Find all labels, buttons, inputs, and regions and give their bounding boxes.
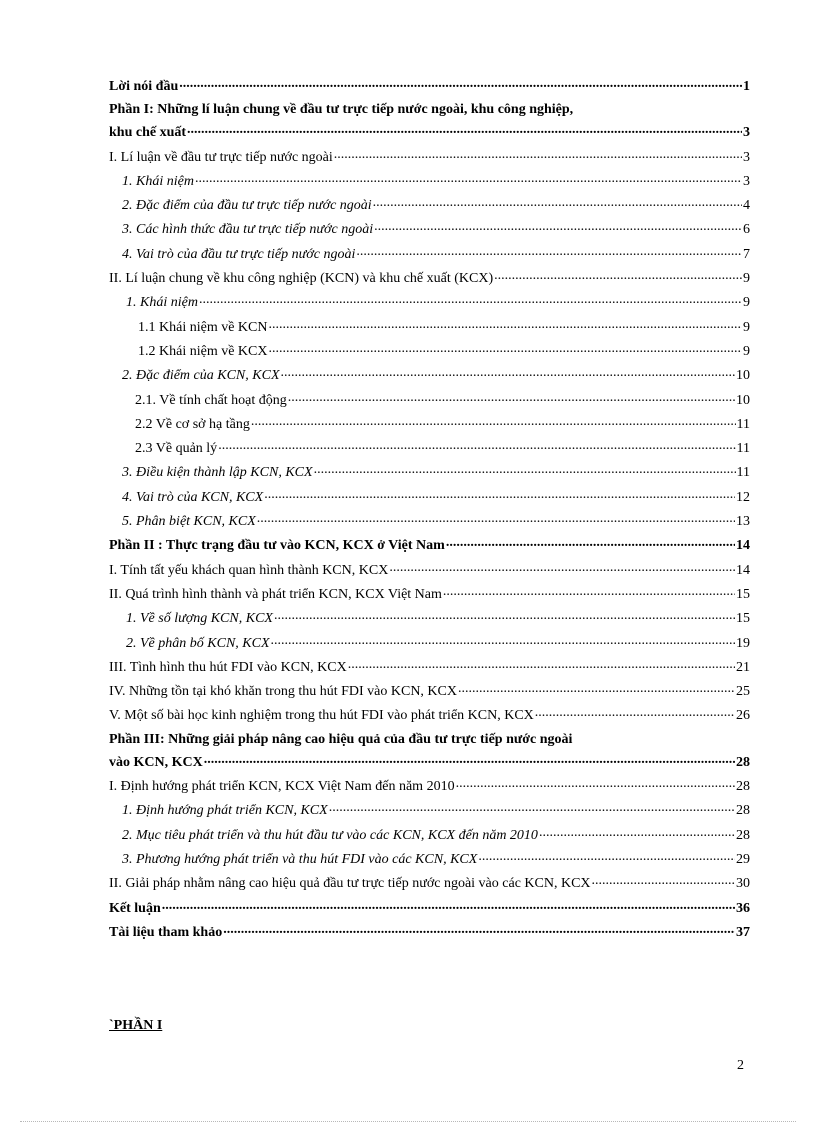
toc-dot-leader — [348, 653, 735, 677]
toc-entry-page: 9 — [743, 271, 750, 287]
toc-entry-page: 21 — [736, 659, 750, 675]
toc-entry-page: 9 — [743, 295, 750, 311]
toc-dot-leader — [195, 167, 742, 191]
toc-entry-page: 25 — [736, 684, 750, 700]
toc-entry-label: Tài liệu tham khảo — [109, 924, 223, 940]
toc-entry-page: 6 — [743, 222, 750, 238]
toc-dot-leader — [268, 337, 742, 361]
toc-entry-label: II. Giải pháp nhằm nâng cao hiệu quả đầu tư trực tiếp nước ngoài vào các KCN, KCX — [109, 876, 591, 892]
toc-entry-page: 26 — [736, 708, 750, 724]
toc-dot-leader — [281, 361, 736, 385]
toc-entry-label: 2. Đặc điểm của KCN, KCX — [122, 368, 280, 384]
toc-dot-leader — [373, 191, 742, 215]
toc-entry-label: 2.3 Về quản lý — [135, 441, 218, 457]
toc-entry-label: 1.2 Khái niệm về KCX — [138, 343, 268, 359]
toc-entry-label: Phần II : Thực trạng đầu tư vào KCN, KCX ở Việt Nam — [109, 538, 445, 554]
toc-dot-leader — [446, 531, 735, 555]
toc-entry[interactable] — [109, 921, 750, 945]
toc-entry-label: 3. Điều kiện thành lập KCN, KCX — [122, 465, 313, 481]
toc-entry-label: 2.1. Về tính chất hoạt động — [135, 392, 287, 408]
toc-entry-page: 15 — [736, 611, 750, 627]
toc-entry-label: Phần I: Những lí luận chung về đầu tư trực tiếp nước ngoài, khu công nghiệp, — [109, 102, 574, 118]
page-number: 2 — [737, 1058, 744, 1073]
toc-entry-page: 7 — [743, 246, 750, 262]
toc-entry-page: 14 — [736, 562, 750, 578]
toc-entry-page: 10 — [736, 368, 750, 384]
toc-entry-page: 11 — [736, 441, 750, 457]
toc-entry-label: vào KCN, KCX — [109, 754, 203, 770]
toc-dot-leader — [199, 288, 742, 312]
toc-entry-label: 1. Về số lượng KCN, KCX — [126, 611, 273, 627]
toc-dot-leader — [288, 386, 735, 410]
toc-entry-label: 3. Phương hướng phát triển và thu hút FDI vào các KCN, KCX — [122, 851, 478, 867]
toc-dot-leader — [443, 580, 735, 604]
toc-dot-leader — [218, 434, 735, 458]
page-edge-divider — [20, 1121, 796, 1122]
toc-entry-label: I. Lí luận về đầu tư trực tiếp nước ngoài — [109, 149, 333, 165]
toc-dot-leader — [179, 72, 742, 96]
toc-dot-leader — [187, 118, 742, 142]
toc-dot-leader — [592, 869, 735, 893]
toc-entry-page: 30 — [736, 876, 750, 892]
toc-dot-leader — [251, 410, 736, 434]
toc-entry-page: 9 — [743, 319, 750, 335]
toc-entry-page: 13 — [736, 514, 750, 530]
toc-dot-leader — [456, 772, 735, 796]
toc-dot-leader — [389, 556, 735, 580]
toc-entry-label: 1. Khái niệm — [122, 173, 194, 189]
toc-entry-page: 11 — [736, 465, 750, 481]
toc-dot-leader — [257, 507, 735, 531]
toc-entry-label: 3. Các hình thức đầu tư trực tiếp nước ngoài — [122, 222, 374, 238]
toc-entry-page: 3 — [743, 149, 750, 165]
toc-entry-label: IV. Những tồn tại khó khăn trong thu hút FDI vào KCN, KCX — [109, 684, 457, 700]
table-of-contents — [109, 75, 750, 945]
toc-dot-leader — [356, 240, 742, 264]
toc-dot-leader — [539, 821, 735, 845]
toc-entry-page: 1 — [743, 79, 750, 94]
toc-entry-label: 2.2 Về cơ sở hạ tầng — [135, 416, 250, 432]
toc-entry-label: 2. Về phân bố KCN, KCX — [126, 635, 270, 651]
toc-entry-label: II. Quá trình hình thành và phát triển KCN, KCX Việt Nam — [109, 586, 442, 602]
toc-entry-page: 36 — [736, 900, 750, 916]
toc-dot-leader — [268, 313, 742, 337]
section-heading: `PHẦN I — [109, 1018, 163, 1033]
toc-entry-label: Kết luận — [109, 900, 161, 916]
toc-entry-page: 4 — [743, 198, 750, 214]
toc-dot-leader — [478, 845, 735, 869]
toc-entry-label: 1. Khái niệm — [126, 295, 198, 311]
toc-entry-label: 4. Vai trò của đầu tư trực tiếp nước ngoài — [122, 246, 356, 262]
toc-entry-page: 29 — [736, 851, 750, 867]
toc-dot-leader — [274, 604, 735, 628]
toc-entry-label: 1.1 Khái niệm về KCN — [138, 319, 268, 335]
toc-entry-label: khu chế xuất — [109, 125, 187, 141]
toc-entry-label: I. Tính tất yếu khách quan hình thành KCN, KCX — [109, 562, 389, 578]
toc-entry-page: 14 — [736, 538, 750, 554]
toc-dot-leader — [314, 458, 736, 482]
toc-entry[interactable] — [109, 704, 750, 728]
toc-dot-leader — [458, 677, 735, 701]
toc-entry-page: 37 — [736, 924, 750, 940]
toc-dot-leader — [329, 796, 735, 820]
toc-entry-label: II. Lí luận chung về khu công nghiệp (KCN) và khu chế xuất (KCX) — [109, 271, 494, 287]
toc-entry[interactable] — [109, 75, 750, 99]
toc-dot-leader — [204, 748, 735, 772]
toc-entry-label: I. Định hướng phát triển KCN, KCX Việt Nam đến năm 2010 — [109, 779, 455, 795]
toc-entry-label: 1. Định hướng phát triển KCN, KCX — [122, 803, 328, 819]
toc-entry-label: Phần III: Những giải pháp nâng cao hiệu quả của đầu tư trực tiếp nước ngoài — [109, 731, 573, 747]
toc-entry-label: Lời nói đầu — [109, 79, 179, 94]
toc-entry-page: 11 — [736, 416, 750, 432]
toc-dot-leader — [535, 701, 735, 725]
toc-entry-page: 3 — [743, 125, 750, 141]
toc-dot-leader — [271, 629, 735, 653]
toc-dot-leader — [334, 143, 742, 167]
toc-dot-leader — [162, 894, 735, 918]
toc-entry-page: 28 — [736, 827, 750, 843]
toc-entry-label: 4. Vai trò của KCN, KCX — [122, 489, 264, 505]
toc-entry-label: 5. Phân biệt KCN, KCX — [122, 514, 256, 530]
toc-dot-leader — [494, 264, 742, 288]
toc-dot-leader — [374, 215, 742, 239]
toc-entry-page: 28 — [736, 754, 750, 770]
toc-entry-label: 2. Mục tiêu phát triển và thu hút đầu tư vào các KCN, KCX đến năm 2010 — [122, 827, 538, 843]
toc-dot-leader — [223, 918, 735, 942]
toc-entry-label: 2. Đặc điểm của đầu tư trực tiếp nước ngoài — [122, 198, 372, 214]
toc-entry-label: V. Một số bài học kinh nghiệm trong thu hút FDI vào phát triển KCN, KCX — [109, 708, 534, 724]
toc-entry-page: 9 — [743, 343, 750, 359]
toc-entry-page: 28 — [736, 803, 750, 819]
toc-entry-page: 19 — [736, 635, 750, 651]
toc-entry-page: 28 — [736, 779, 750, 795]
toc-dot-leader — [264, 483, 735, 507]
toc-entry-label: III. Tình hình thu hút FDI vào KCN, KCX — [109, 659, 347, 675]
toc-entry-page: 15 — [736, 586, 750, 602]
toc-entry-page: 10 — [736, 392, 750, 408]
toc-entry-page: 12 — [736, 489, 750, 505]
toc-entry-page: 3 — [743, 173, 750, 189]
